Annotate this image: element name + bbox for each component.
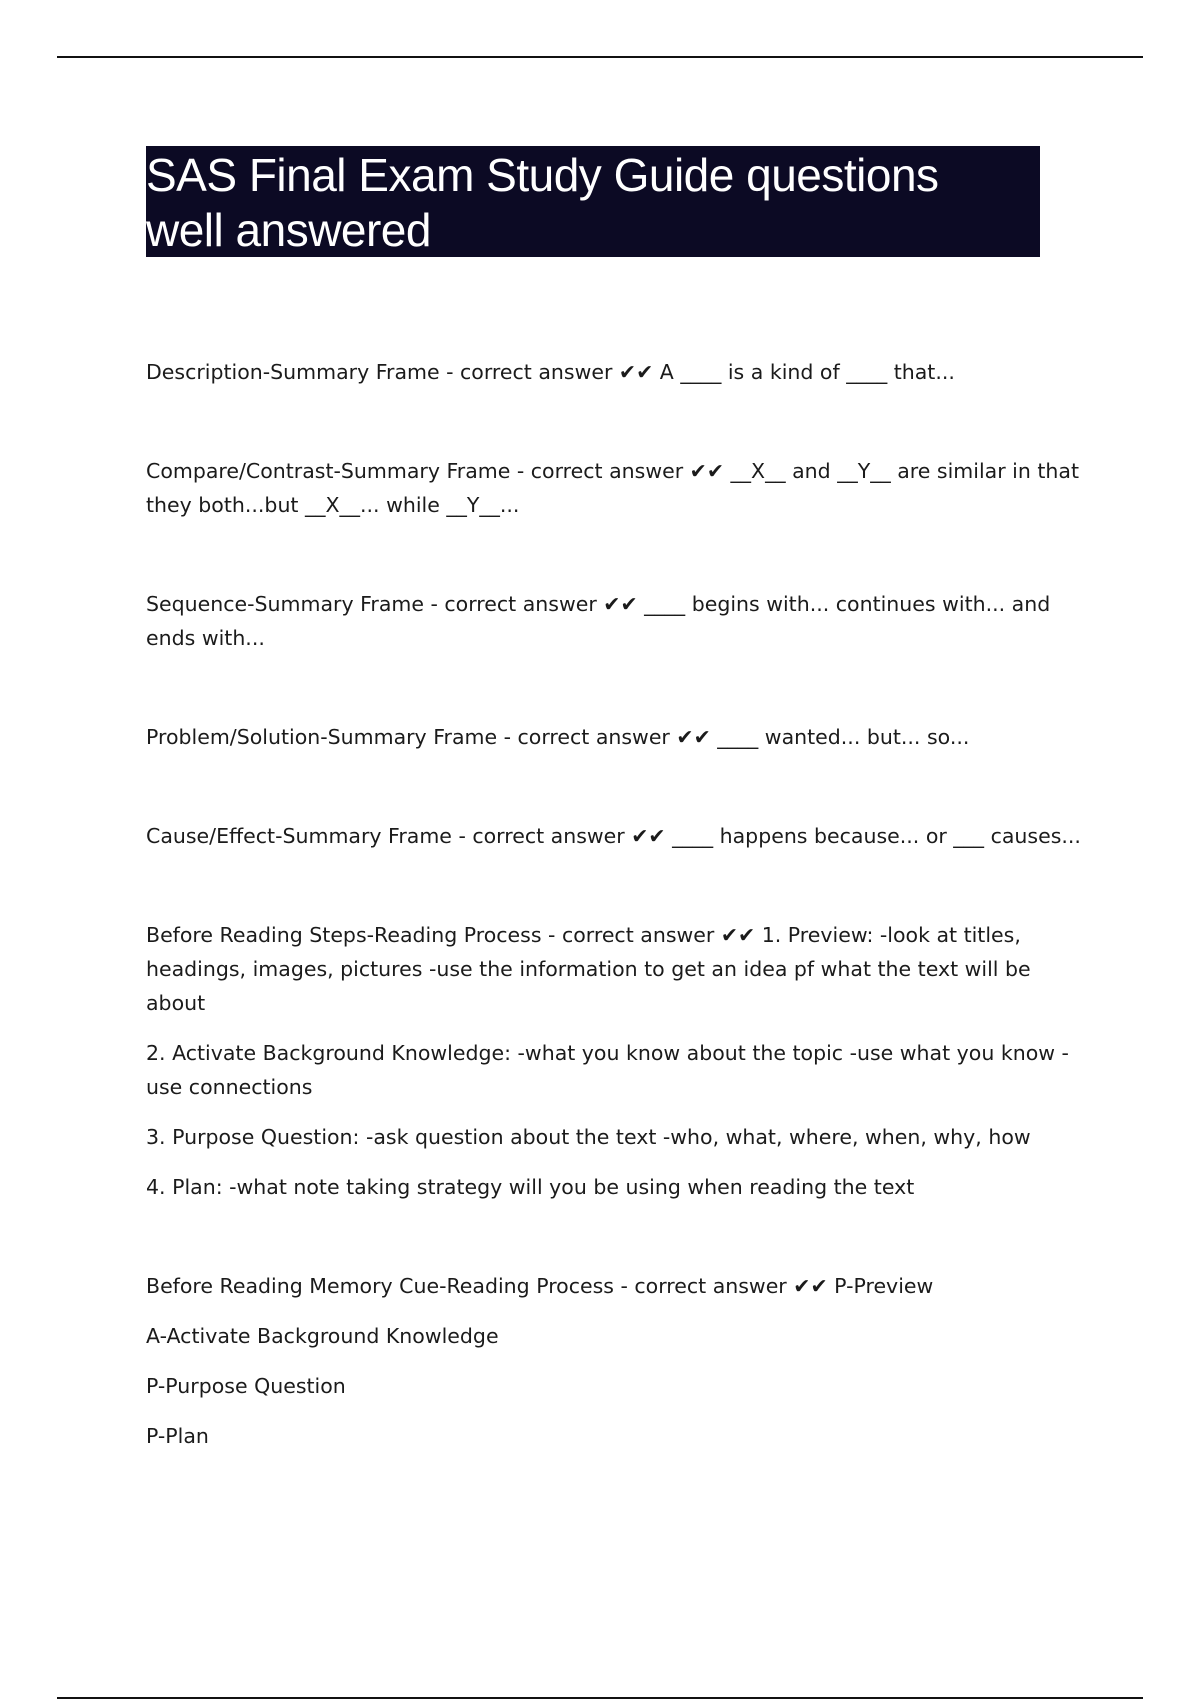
question-text: Problem/Solution-Summary Frame <box>146 725 498 749</box>
double-check-icon: ✔✔ <box>676 725 711 749</box>
qa-first-line <box>146 1269 1096 1303</box>
qa-entry <box>146 587 1096 655</box>
qa-first-line <box>146 819 1096 853</box>
answer-separator: - correct answer <box>613 1274 794 1298</box>
answer-separator: - correct answer <box>451 824 632 848</box>
double-check-icon: ✔✔ <box>618 360 654 384</box>
double-check-icon: ✔✔ <box>793 1274 828 1298</box>
qa-entry <box>146 454 1096 522</box>
qa-entry <box>146 1269 1096 1453</box>
qa-entry <box>146 819 1096 853</box>
answer-line: 2. Activate Background Knowledge: -what you know about the topic -use what you know -use connections <box>146 1041 1069 1099</box>
answer-text: ____ wanted... but... so... <box>717 725 970 749</box>
qa-list <box>146 355 1096 1518</box>
question-text: Before Reading Memory Cue-Reading Process <box>146 1274 614 1298</box>
answer-separator: - correct answer <box>439 360 619 384</box>
qa-entry <box>146 355 1096 389</box>
question-text: Cause/Effect-Summary Frame <box>146 824 452 848</box>
answer-text: 1. Preview: -look at titles, headings, images, pictures -use the information to get an idea pf what the text will be about <box>146 923 1031 1015</box>
top-rule <box>57 56 1143 58</box>
answer-separator: - correct answer <box>541 923 721 947</box>
title-line-1: SAS Final Exam Study Guide questions <box>146 149 939 201</box>
answer-line: 4. Plan: -what note taking strategy will you be using when reading the text <box>146 1175 915 1199</box>
answer-text: __X__ and __Y__ are similar in that they both...but __X__... while __Y__... <box>146 459 1079 517</box>
answer-separator: - correct answer <box>510 459 690 483</box>
qa-first-line <box>146 355 1096 389</box>
answer-text: A ____ is a kind of ____ that... <box>659 360 955 384</box>
question-text: Before Reading Steps-Reading Process <box>146 923 542 947</box>
double-check-icon: ✔✔ <box>603 592 638 616</box>
question-text: Description-Summary Frame <box>146 360 440 384</box>
answer-line: 3. Purpose Question: -ask question about the text -who, what, where, when, why, how <box>146 1125 1031 1149</box>
answer-separator: - correct answer <box>497 725 677 749</box>
bottom-rule <box>57 1697 1143 1699</box>
question-text: Compare/Contrast-Summary Frame <box>146 459 511 483</box>
qa-entry <box>146 720 1096 754</box>
document-title <box>146 146 1040 257</box>
answer-line: P-Purpose Question <box>146 1374 346 1398</box>
question-text: Sequence-Summary Frame <box>146 592 424 616</box>
double-check-icon: ✔✔ <box>631 824 666 848</box>
double-check-icon: ✔✔ <box>720 923 756 947</box>
answer-separator: - correct answer <box>423 592 604 616</box>
title-line-2: well answered <box>146 204 431 256</box>
answer-text: P-Preview <box>834 1274 934 1298</box>
answer-text: ____ begins with... continues with... and ends with... <box>146 592 1051 650</box>
answer-line: A-Activate Background Knowledge <box>146 1324 499 1348</box>
qa-first-line <box>146 918 1096 1020</box>
answer-line: P-Plan <box>146 1424 209 1448</box>
qa-first-line <box>146 587 1096 655</box>
qa-entry <box>146 918 1096 1204</box>
answer-text: ____ happens because... or ___ causes... <box>672 824 1081 848</box>
double-check-icon: ✔✔ <box>689 459 725 483</box>
qa-first-line <box>146 454 1096 522</box>
qa-first-line <box>146 720 1096 754</box>
